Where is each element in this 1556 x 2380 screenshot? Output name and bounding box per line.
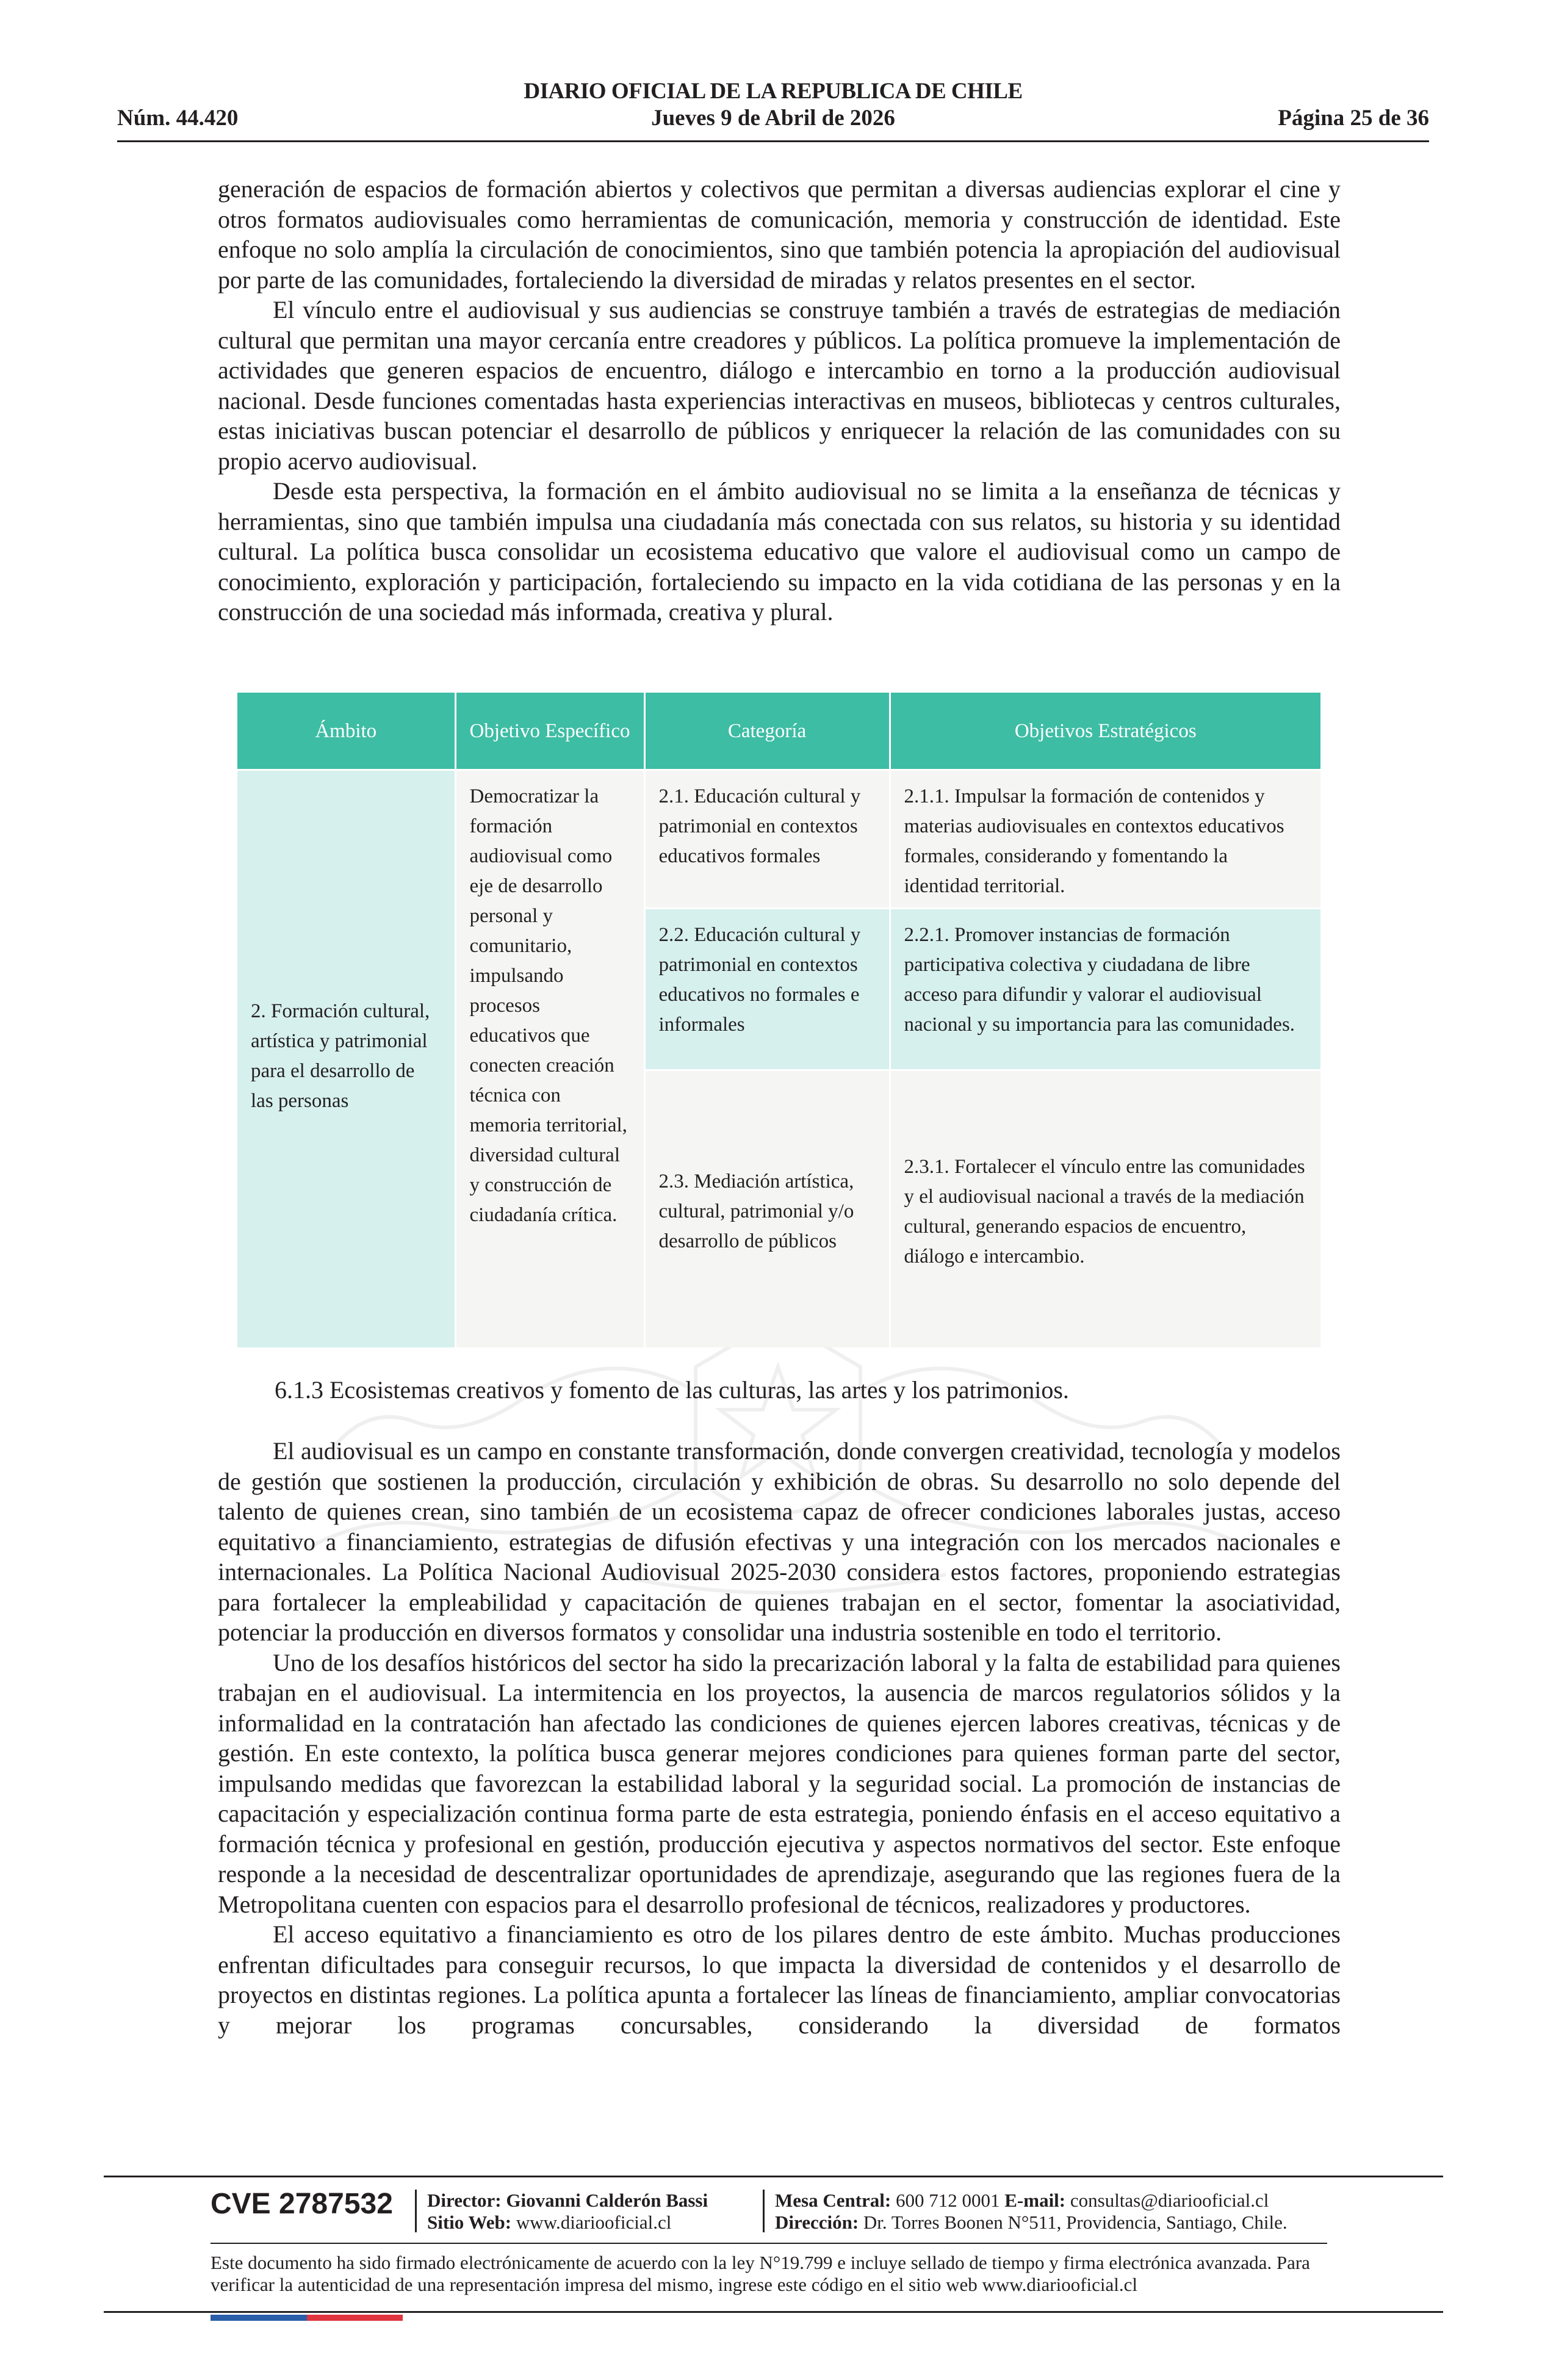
director-label: Director: <box>427 2190 502 2211</box>
page-number: Página 25 de 36 <box>1278 106 1429 131</box>
paragraph: El audiovisual es un campo en constante transformación, donde convergen creatividad, tecnología y modelos de gestión que sostienen la producción, circulación y exhibición de obras. Su desarrollo no solo depende del talento de quienes crean, sino también de un ecosistema capaz de ofrecer condiciones laborales justas, acceso equitativo a financiamiento, estrategias de difusión efectivas y una integración con los mercados nacionales e internacionales. La Política Nacional Audiovisual 2025-2030 considera estos factores, proponiendo estrategias para fortalecer la empleabilidad y capacitación de quienes trabajan en el sector, fomentar la asociatividad, potenciar la producción en diversos formatos y consolidar una industria sostenible en todo el territorio. <box>218 1437 1341 1646</box>
column-header-categoria: Categoría <box>644 693 890 770</box>
mesa-label: Mesa Central: <box>775 2190 891 2211</box>
direccion-label: Dirección: <box>775 2212 859 2233</box>
footer-divider <box>104 2311 1443 2313</box>
section-text-block <box>218 1436 1341 2040</box>
footer-separator <box>763 2190 765 2232</box>
email-link[interactable]: consultas@diariooficial.cl <box>1070 2190 1269 2211</box>
email-label: E-mail: <box>1004 2190 1066 2211</box>
categoria-cell: 2.2. Educación cultural y patrimonial en contextos educativos no formales e informales <box>644 909 890 1070</box>
flag-bar-red <box>307 2315 403 2321</box>
flag-bar-blue <box>211 2315 307 2321</box>
website-label: Sitio Web: <box>427 2212 512 2233</box>
footer-divider <box>211 2243 1327 2244</box>
categoria-cell: 2.1. Educación cultural y patrimonial en contextos educativos formales <box>644 770 890 909</box>
signature-note: Este documento ha sido firmado electrónicamente de acuerdo con la ley N°19.799 e incluye sellado de tiempo y firma electrónica avanzada. Para verificar la autenticidad de una representación impresa del mismo, ingrese este código en el sitio web www.diariooficial.cl <box>211 2252 1310 2295</box>
estrategico-cell: 2.3.1. Fortalecer el vínculo entre las comunidades y el audiovisual nacional a través de la mediación cultural, generando espacios de encuentro, diálogo e intercambio. <box>890 1070 1320 1348</box>
column-header-ambito: Ámbito <box>237 693 455 770</box>
ambito-cell: 2. Formación cultural, artística y patrimonial para el desarrollo de las personas <box>237 770 455 1348</box>
column-header-estrategicos: Objetivos Estratégicos <box>890 693 1320 770</box>
website-link[interactable]: www.diariooficial.cl <box>516 2212 672 2233</box>
intro-text-block <box>218 174 1341 627</box>
page-header <box>117 78 1429 145</box>
cve-code: CVE 2787532 <box>211 2188 393 2220</box>
footer-director-block <box>427 2190 708 2234</box>
table-row <box>237 770 1320 909</box>
footer-separator <box>415 2190 417 2232</box>
categoria-cell: 2.3. Mediación artística, cultural, patrimonial y/o desarrollo de públicos <box>644 1070 890 1348</box>
footer-contact-block <box>775 2190 1288 2234</box>
strategy-table <box>237 693 1320 1347</box>
mesa-phone: 600 712 0001 <box>896 2190 1000 2211</box>
issue-number: Núm. 44.420 <box>117 106 239 131</box>
paragraph: Desde esta perspectiva, la formación en el ámbito audiovisual no se limita a la enseñanza de técnicas y herramientas, sino que también impulsa una ciudadanía más conectada con sus relatos, su historia y su identidad cultural. La política busca consolidar un ecosistema educativo que valore el audiovisual como un campo de conocimiento, exploración y participación, fortaleciendo su impacto en la vida cotidiana de las personas y en la construcción de una sociedad más informada, creativa y plural. <box>218 477 1341 626</box>
objetivo-cell: Democratizar la formación audiovisual como eje de desarrollo personal y comunitario, impulsando procesos educativos que conecten creación técnica con memoria territorial, diversidad cultural y construcción de ciudadanía crítica. <box>455 770 644 1348</box>
director-name: Giovanni Calderón Bassi <box>506 2190 708 2211</box>
estrategico-cell: 2.2.1. Promover instancias de formación participativa colectiva y ciudadana de libre acceso para difundir y valorar el audiovisual nacional y su importancia para las comunidades. <box>890 909 1320 1070</box>
journal-title: DIARIO OFICIAL DE LA REPUBLICA DE CHILE <box>524 79 1023 104</box>
estrategico-cell: 2.1.1. Impulsar la formación de contenidos y materias audiovisuales en contextos educativos formales, considerando y fomentando la identidad territorial. <box>890 770 1320 909</box>
paragraph: generación de espacios de formación abiertos y colectivos que permitan a diversas audiencias explorar el cine y otros formatos audiovisuales como herramientas de comunicación, memoria y construcción de identidad. Este enfoque no solo amplía la circulación de conocimientos, sino que también potencia la apropiación del audiovisual por parte de las comunidades, fortaleciendo la diversidad de miradas y relatos presentes en el sector. <box>218 175 1341 294</box>
direccion-text: Dr. Torres Boonen N°511, Providencia, Santiago, Chile. <box>863 2212 1288 2233</box>
section-heading: 6.1.3 Ecosistemas creativos y fomento de las culturas, las artes y los patrimonios. <box>275 1376 1069 1404</box>
paragraph: El acceso equitativo a financiamiento es otro de los pilares dentro de este ámbito. Muchas producciones enfrentan dificultades para conseguir recursos, lo que impacta la diversidad de contenidos y el desarrollo de proyectos en distintas regiones. La política apunta a fortalecer las líneas de financiamiento, ampliar convocatorias y mejorar los programas concursables, considerando la diversidad de formatos <box>218 1920 1341 2039</box>
paragraph: El vínculo entre el audiovisual y sus audiencias se construye también a través de estrategias de mediación cultural que permitan una mayor cercanía entre creadores y públicos. La política promueve la implementación de actividades que generen espacios de encuentro, diálogo e intercambio en torno a la producción audiovisual nacional. Desde funciones comentadas hasta experiencias interactivas en museos, bibliotecas y centros culturales, estas iniciativas buscan potenciar el desarrollo de públicos y enriquecer la relación de las comunidades con su propio acervo audiovisual. <box>218 296 1341 475</box>
footer-divider <box>104 2176 1443 2177</box>
header-divider <box>117 140 1429 142</box>
issue-date: Jueves 9 de Abril de 2026 <box>651 106 895 131</box>
section-heading-block <box>275 1375 1342 1405</box>
table-header-row <box>237 693 1320 770</box>
paragraph: Uno de los desafíos históricos del sector ha sido la precarización laboral y la falta de estabilidad para quienes trabajan en el audiovisual. La intermitencia en los proyectos, la ausencia de marcos regulatorios sólidos y la informalidad en la contratación han afectado las condiciones de quienes ejercen labores creativas, técnicas y de gestión. En este contexto, la política busca generar mejores condiciones para quienes forman parte del sector, impulsando medidas que favorezcan la estabilidad laboral y la seguridad social. La promoción de instancias de capacitación y especialización continua forma parte de esta estrategia, poniendo énfasis en el acceso equitativo a formación técnica y profesional en gestión, producción ejecutiva y aspectos normativos del sector. Este enfoque responde a la necesidad de descentralizar oportunidades de aprendizaje, asegurando que las regiones fuera de la Metropolitana cuenten con espacios para el desarrollo profesional de técnicos, realizadores y productores. <box>218 1648 1341 1918</box>
column-header-objetivo: Objetivo Específico <box>455 693 644 770</box>
